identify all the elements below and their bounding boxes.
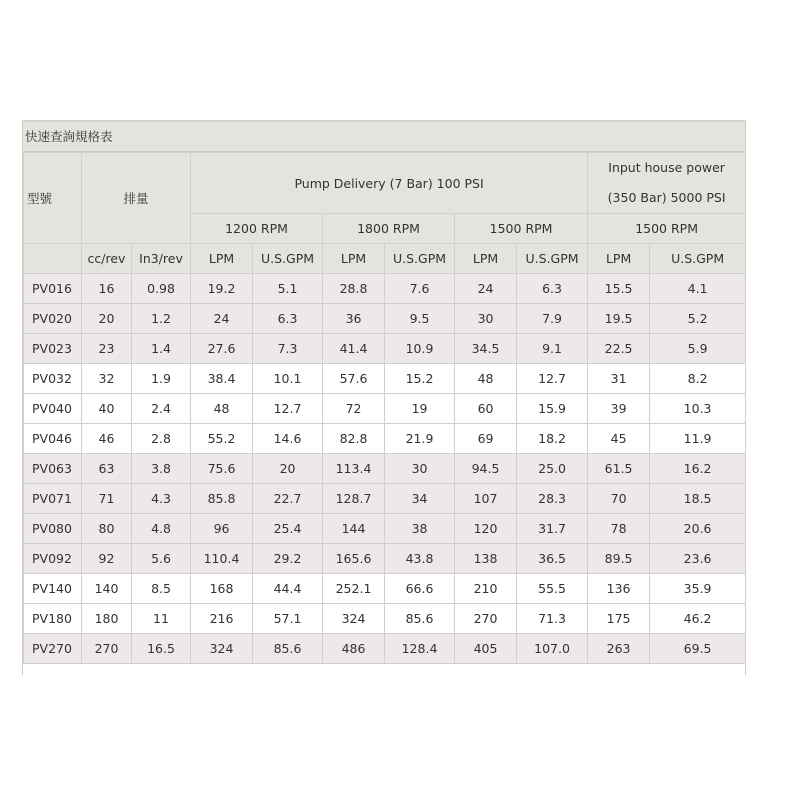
value-cell: 5.1	[253, 274, 323, 304]
table-row	[24, 394, 746, 424]
value-cell: 15.9	[517, 394, 588, 424]
value-cell: 19.5	[588, 304, 650, 334]
value-cell: 10.1	[253, 364, 323, 394]
value-cell: 486	[323, 634, 385, 664]
value-cell: 24	[455, 274, 517, 304]
value-cell: 34.5	[455, 334, 517, 364]
value-cell: 71	[82, 484, 132, 514]
value-cell: 55.5	[517, 574, 588, 604]
value-cell: 36.5	[517, 544, 588, 574]
model-cell: PV046	[24, 424, 82, 454]
value-cell: 40	[82, 394, 132, 424]
value-cell: 46.2	[650, 604, 746, 634]
value-cell: 168	[191, 574, 253, 604]
header-displacement: 排量	[82, 153, 191, 244]
value-cell: 2.8	[132, 424, 191, 454]
table-row	[24, 454, 746, 484]
value-cell: 16	[82, 274, 132, 304]
value-cell: 55.2	[191, 424, 253, 454]
header-rpm-1500-a: 1500 RPM	[455, 214, 588, 244]
value-cell: 18.2	[517, 424, 588, 454]
value-cell: 48	[191, 394, 253, 424]
value-cell: 7.9	[517, 304, 588, 334]
model-cell: PV063	[24, 454, 82, 484]
value-cell: 23.6	[650, 544, 746, 574]
value-cell: 5.9	[650, 334, 746, 364]
value-cell: 20	[253, 454, 323, 484]
value-cell: 9.1	[517, 334, 588, 364]
header-in3-rev: In3/rev	[132, 244, 191, 274]
value-cell: 30	[385, 454, 455, 484]
value-cell: 28.8	[323, 274, 385, 304]
value-cell: 25.0	[517, 454, 588, 484]
value-cell: 85.8	[191, 484, 253, 514]
value-cell: 6.3	[517, 274, 588, 304]
table-row	[24, 274, 746, 304]
model-cell: PV092	[24, 544, 82, 574]
header-rpm-1200: 1200 RPM	[191, 214, 323, 244]
value-cell: 57.1	[253, 604, 323, 634]
model-cell: PV020	[24, 304, 82, 334]
value-cell: 48	[455, 364, 517, 394]
value-cell: 30	[455, 304, 517, 334]
value-cell: 22.5	[588, 334, 650, 364]
value-cell: 35.9	[650, 574, 746, 604]
value-cell: 175	[588, 604, 650, 634]
value-cell: 210	[455, 574, 517, 604]
value-cell: 107	[455, 484, 517, 514]
table-body	[24, 274, 746, 664]
header-input-power-line2: (350 Bar) 5000 PSI	[607, 190, 726, 205]
value-cell: 12.7	[253, 394, 323, 424]
header-usgpm-2: U.S.GPM	[385, 244, 455, 274]
value-cell: 270	[455, 604, 517, 634]
value-cell: 252.1	[323, 574, 385, 604]
table-row	[24, 334, 746, 364]
value-cell: 180	[82, 604, 132, 634]
model-cell: PV180	[24, 604, 82, 634]
value-cell: 110.4	[191, 544, 253, 574]
value-cell: 31	[588, 364, 650, 394]
value-cell: 6.3	[253, 304, 323, 334]
model-cell: PV023	[24, 334, 82, 364]
value-cell: 4.3	[132, 484, 191, 514]
header-lpm-1: LPM	[191, 244, 253, 274]
value-cell: 57.6	[323, 364, 385, 394]
table-row	[24, 424, 746, 454]
value-cell: 61.5	[588, 454, 650, 484]
header-input-power-line1: Input house power	[608, 160, 725, 175]
value-cell: 44.4	[253, 574, 323, 604]
value-cell: 82.8	[323, 424, 385, 454]
table-row	[24, 604, 746, 634]
value-cell: 69	[455, 424, 517, 454]
header-rpm-1500-b: 1500 RPM	[588, 214, 746, 244]
value-cell: 96	[191, 514, 253, 544]
model-cell: PV071	[24, 484, 82, 514]
value-cell: 19	[385, 394, 455, 424]
table-row	[24, 304, 746, 334]
value-cell: 18.5	[650, 484, 746, 514]
model-cell: PV140	[24, 574, 82, 604]
value-cell: 34	[385, 484, 455, 514]
header-lpm-2: LPM	[323, 244, 385, 274]
value-cell: 85.6	[253, 634, 323, 664]
value-cell: 75.6	[191, 454, 253, 484]
value-cell: 43.8	[385, 544, 455, 574]
value-cell: 16.2	[650, 454, 746, 484]
value-cell: 12.7	[517, 364, 588, 394]
value-cell: 1.9	[132, 364, 191, 394]
value-cell: 9.5	[385, 304, 455, 334]
header-usgpm-1: U.S.GPM	[253, 244, 323, 274]
header-usgpm-3: U.S.GPM	[517, 244, 588, 274]
value-cell: 11.9	[650, 424, 746, 454]
value-cell: 16.5	[132, 634, 191, 664]
value-cell: 11	[132, 604, 191, 634]
value-cell: 31.7	[517, 514, 588, 544]
value-cell: 263	[588, 634, 650, 664]
value-cell: 128.7	[323, 484, 385, 514]
model-cell: PV032	[24, 364, 82, 394]
value-cell: 5.6	[132, 544, 191, 574]
value-cell: 94.5	[455, 454, 517, 484]
value-cell: 63	[82, 454, 132, 484]
value-cell: 80	[82, 514, 132, 544]
value-cell: 85.6	[385, 604, 455, 634]
value-cell: 39	[588, 394, 650, 424]
value-cell: 14.6	[253, 424, 323, 454]
header-pump-delivery: Pump Delivery (7 Bar) 100 PSI	[191, 153, 588, 214]
value-cell: 107.0	[517, 634, 588, 664]
value-cell: 3.8	[132, 454, 191, 484]
value-cell: 216	[191, 604, 253, 634]
value-cell: 21.9	[385, 424, 455, 454]
table-row	[24, 364, 746, 394]
table-row	[24, 574, 746, 604]
header-blank	[24, 244, 82, 274]
model-cell: PV040	[24, 394, 82, 424]
value-cell: 120	[455, 514, 517, 544]
value-cell: 29.2	[253, 544, 323, 574]
value-cell: 20.6	[650, 514, 746, 544]
value-cell: 4.8	[132, 514, 191, 544]
value-cell: 138	[455, 544, 517, 574]
value-cell: 23	[82, 334, 132, 364]
value-cell: 28.3	[517, 484, 588, 514]
table-caption: 快速查詢規格表	[23, 122, 745, 152]
table-row	[24, 544, 746, 574]
value-cell: 5.2	[650, 304, 746, 334]
value-cell: 8.5	[132, 574, 191, 604]
value-cell: 10.3	[650, 394, 746, 424]
model-cell: PV080	[24, 514, 82, 544]
header-model: 型號	[24, 153, 82, 244]
value-cell: 15.5	[588, 274, 650, 304]
header-rpm-1800: 1800 RPM	[323, 214, 455, 244]
model-cell: PV270	[24, 634, 82, 664]
value-cell: 66.6	[385, 574, 455, 604]
value-cell: 136	[588, 574, 650, 604]
header-cc-rev: cc/rev	[82, 244, 132, 274]
header-lpm-3: LPM	[455, 244, 517, 274]
value-cell: 38.4	[191, 364, 253, 394]
value-cell: 89.5	[588, 544, 650, 574]
spec-table-frame	[22, 120, 746, 675]
value-cell: 324	[191, 634, 253, 664]
header-lpm-4: LPM	[588, 244, 650, 274]
table-row	[24, 634, 746, 664]
value-cell: 324	[323, 604, 385, 634]
value-cell: 41.4	[323, 334, 385, 364]
value-cell: 69.5	[650, 634, 746, 664]
value-cell: 7.3	[253, 334, 323, 364]
value-cell: 27.6	[191, 334, 253, 364]
value-cell: 22.7	[253, 484, 323, 514]
table-row	[24, 484, 746, 514]
value-cell: 19.2	[191, 274, 253, 304]
value-cell: 70	[588, 484, 650, 514]
model-cell: PV016	[24, 274, 82, 304]
value-cell: 140	[82, 574, 132, 604]
value-cell: 270	[82, 634, 132, 664]
value-cell: 4.1	[650, 274, 746, 304]
value-cell: 1.4	[132, 334, 191, 364]
value-cell: 8.2	[650, 364, 746, 394]
value-cell: 1.2	[132, 304, 191, 334]
value-cell: 7.6	[385, 274, 455, 304]
value-cell: 165.6	[323, 544, 385, 574]
value-cell: 24	[191, 304, 253, 334]
value-cell: 15.2	[385, 364, 455, 394]
value-cell: 144	[323, 514, 385, 544]
value-cell: 128.4	[385, 634, 455, 664]
value-cell: 36	[323, 304, 385, 334]
value-cell: 10.9	[385, 334, 455, 364]
value-cell: 71.3	[517, 604, 588, 634]
spec-table	[23, 152, 746, 664]
table-row	[24, 514, 746, 544]
value-cell: 25.4	[253, 514, 323, 544]
value-cell: 72	[323, 394, 385, 424]
value-cell: 45	[588, 424, 650, 454]
value-cell: 113.4	[323, 454, 385, 484]
value-cell: 405	[455, 634, 517, 664]
value-cell: 0.98	[132, 274, 191, 304]
header-usgpm-4: U.S.GPM	[650, 244, 746, 274]
value-cell: 46	[82, 424, 132, 454]
value-cell: 60	[455, 394, 517, 424]
value-cell: 92	[82, 544, 132, 574]
value-cell: 32	[82, 364, 132, 394]
value-cell: 38	[385, 514, 455, 544]
header-input-power	[588, 153, 746, 214]
value-cell: 20	[82, 304, 132, 334]
value-cell: 2.4	[132, 394, 191, 424]
value-cell: 78	[588, 514, 650, 544]
